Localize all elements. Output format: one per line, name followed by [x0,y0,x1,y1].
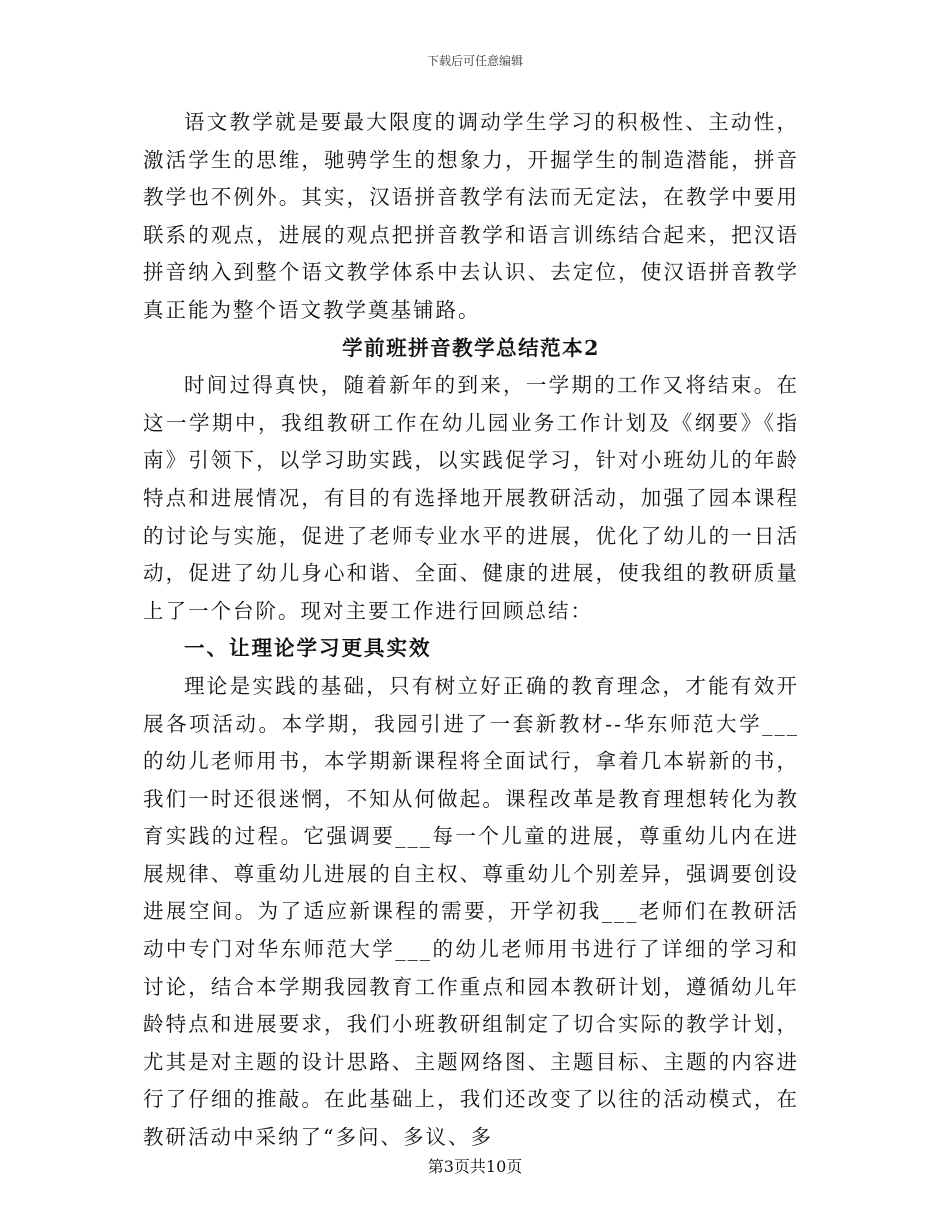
subheading-theory: 一、让理论学习更具实效 [184,636,432,661]
paragraph-intro: 语文教学就是要最大限度的调动学生学习的积极性、主动性，激活学生的思维，驰骋学生的想象力，开掘学生的制造潜能，拼音教学也不例外。其实，汉语拼音教学有法而无定法，在教学中要用联系的观点，进展的观点把拼音教学和语言训练结合起来，把汉语拼音纳入到整个语文教学体系中去认识、去定位，使汉语拼音教学真正能为整个语文教学奠基铺路。 [143,110,799,322]
paragraph-theory: 理论是实践的基础，只有树立好正确的教育理念，才能有效开展各项活动。本学期，我园引进了一套新教材--华东师范大学___的幼儿老师用书，本学期新课程将全面试行，拿着几本崭新的书，我们一时还很迷惘，不知从何做起。课程改革是教育理想转化为教育实践的过程。它强调要___每一个儿童的进展，尊重幼儿内在进展规律、尊重幼儿进展的自主权、尊重幼儿个别差异，强调要创设进展空间。为了适应新课程的需要，开学初我___老师们在教研活动中专门对华东师范大学___的幼儿老师用书进行了详细的学习和讨论，结合本学期我园教育工作重点和园本教研计划，遵循幼儿年龄特点和进展要求，我们小班教研组制定了切合实际的教学计划，尤其是对主题的设计思路、主题网络图、主题目标、主题的内容进行了仔细的推敲。在此基础上，我们还改变了以往的活动模式，在教研活动中采纳了“多问、多议、多 [143,673,799,1150]
section-title: 学前班拼音教学总结范本2 [342,335,600,360]
document-body [143,104,799,1157]
page-header: 下载后可任意编辑 [426,54,523,68]
paragraph-summary: 时间过得真快，随着新年的到来，一学期的工作又将结束。在这一学期中，我组教研工作在幼儿园业务工作计划及《纲要》《指南》引领下，以学习助实践，以实践促学习，针对小班幼儿的年龄特点和进展情况，有目的有选择地开展教研活动，加强了园本课程的讨论与实施，促进了老师专业水平的进展，优化了幼儿的一日活动，促进了幼儿身心和谐、全面、健康的进展，使我组的教研质量上了一个台阶。现对主要工作进行回顾总结： [143,373,799,623]
page-footer: 第3页共10页 [427,1157,523,1176]
